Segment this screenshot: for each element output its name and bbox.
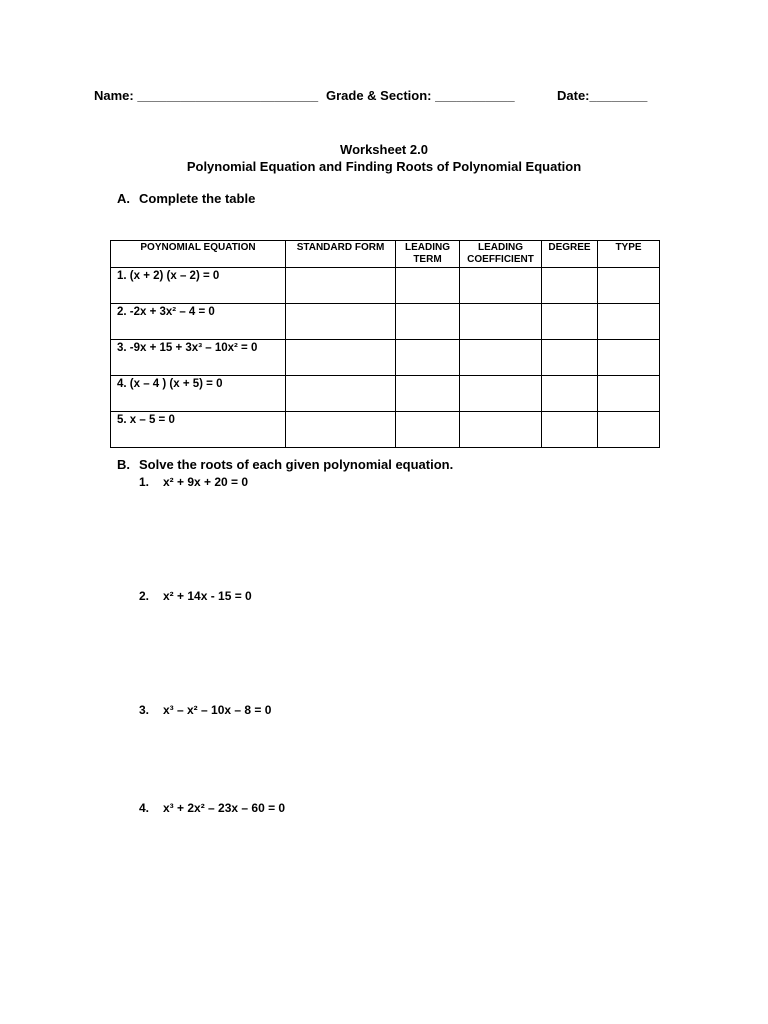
column-header-equation: POYNOMIAL EQUATION xyxy=(111,241,286,268)
standard-form-cell[interactable] xyxy=(286,412,396,448)
problem-item xyxy=(139,801,285,815)
leading-coefficient-cell[interactable] xyxy=(460,412,542,448)
leading-coefficient-cell[interactable] xyxy=(460,304,542,340)
standard-form-cell[interactable] xyxy=(286,340,396,376)
problem-item xyxy=(139,589,252,603)
equation-cell: 3. -9x + 15 + 3x³ – 10x² = 0 xyxy=(111,340,286,376)
section-b-letter: B. xyxy=(117,457,130,472)
problem-equation: x³ + 2x² – 23x – 60 = 0 xyxy=(163,801,286,815)
section-b-heading xyxy=(117,457,453,472)
leading-term-cell[interactable] xyxy=(396,412,460,448)
worksheet-title: Worksheet 2.0 xyxy=(340,142,428,157)
section-b-text: Solve the roots of each given polynomial equation. xyxy=(139,457,454,472)
problem-item xyxy=(139,703,271,717)
problem-item xyxy=(139,475,248,489)
type-cell[interactable] xyxy=(598,376,660,412)
leading-coefficient-cell[interactable] xyxy=(460,268,542,304)
degree-cell[interactable] xyxy=(542,268,598,304)
degree-cell[interactable] xyxy=(542,376,598,412)
equation-cell: 5. x – 5 = 0 xyxy=(111,412,286,448)
problem-equation: x² + 14x - 15 = 0 xyxy=(163,589,252,603)
section-a-letter: A. xyxy=(117,191,130,206)
leading-term-cell[interactable] xyxy=(396,304,460,340)
section-a-heading xyxy=(117,191,255,206)
equation-cell: 2. -2x + 3x² – 4 = 0 xyxy=(111,304,286,340)
type-cell[interactable] xyxy=(598,412,660,448)
degree-cell[interactable] xyxy=(542,412,598,448)
polynomial-table xyxy=(110,240,660,448)
column-header-leading-term: LEADING TERM xyxy=(396,241,460,268)
type-cell[interactable] xyxy=(598,268,660,304)
table-row xyxy=(111,412,660,448)
degree-cell[interactable] xyxy=(542,304,598,340)
column-header-type: TYPE xyxy=(598,241,660,268)
leading-coefficient-cell[interactable] xyxy=(460,376,542,412)
problem-number: 3. xyxy=(139,703,150,717)
column-header-standard-form: STANDARD FORM xyxy=(286,241,396,268)
problem-equation: x² + 9x + 20 = 0 xyxy=(163,475,249,489)
equation-cell: 1. (x + 2) (x – 2) = 0 xyxy=(111,268,286,304)
degree-cell[interactable] xyxy=(542,340,598,376)
table-row xyxy=(111,304,660,340)
leading-term-cell[interactable] xyxy=(396,268,460,304)
type-cell[interactable] xyxy=(598,304,660,340)
column-header-degree: DEGREE xyxy=(542,241,598,268)
problem-number: 1. xyxy=(139,475,150,489)
name-field[interactable]: Name: _________________________ xyxy=(94,88,319,103)
problem-equation: x³ – x² – 10x – 8 = 0 xyxy=(163,703,272,717)
section-a-text: Complete the table xyxy=(139,191,256,206)
column-header-leading-coefficient: LEADING COEFFICIENT xyxy=(460,241,542,268)
leading-term-cell[interactable] xyxy=(396,340,460,376)
equation-cell: 4. (x – 4 ) (x + 5) = 0 xyxy=(111,376,286,412)
table-row xyxy=(111,268,660,304)
standard-form-cell[interactable] xyxy=(286,376,396,412)
problem-number: 2. xyxy=(139,589,150,603)
grade-section-field[interactable]: Grade & Section: ___________ xyxy=(326,88,515,103)
table-row xyxy=(111,340,660,376)
standard-form-cell[interactable] xyxy=(286,304,396,340)
worksheet-subtitle: Polynomial Equation and Finding Roots of Polynomial Equation xyxy=(186,159,582,174)
standard-form-cell[interactable] xyxy=(286,268,396,304)
table-row xyxy=(111,376,660,412)
problem-number: 4. xyxy=(139,801,150,815)
leading-term-cell[interactable] xyxy=(396,376,460,412)
type-cell[interactable] xyxy=(598,340,660,376)
leading-coefficient-cell[interactable] xyxy=(460,340,542,376)
table-header-row xyxy=(111,241,660,268)
date-field[interactable]: Date:________ xyxy=(557,88,648,103)
